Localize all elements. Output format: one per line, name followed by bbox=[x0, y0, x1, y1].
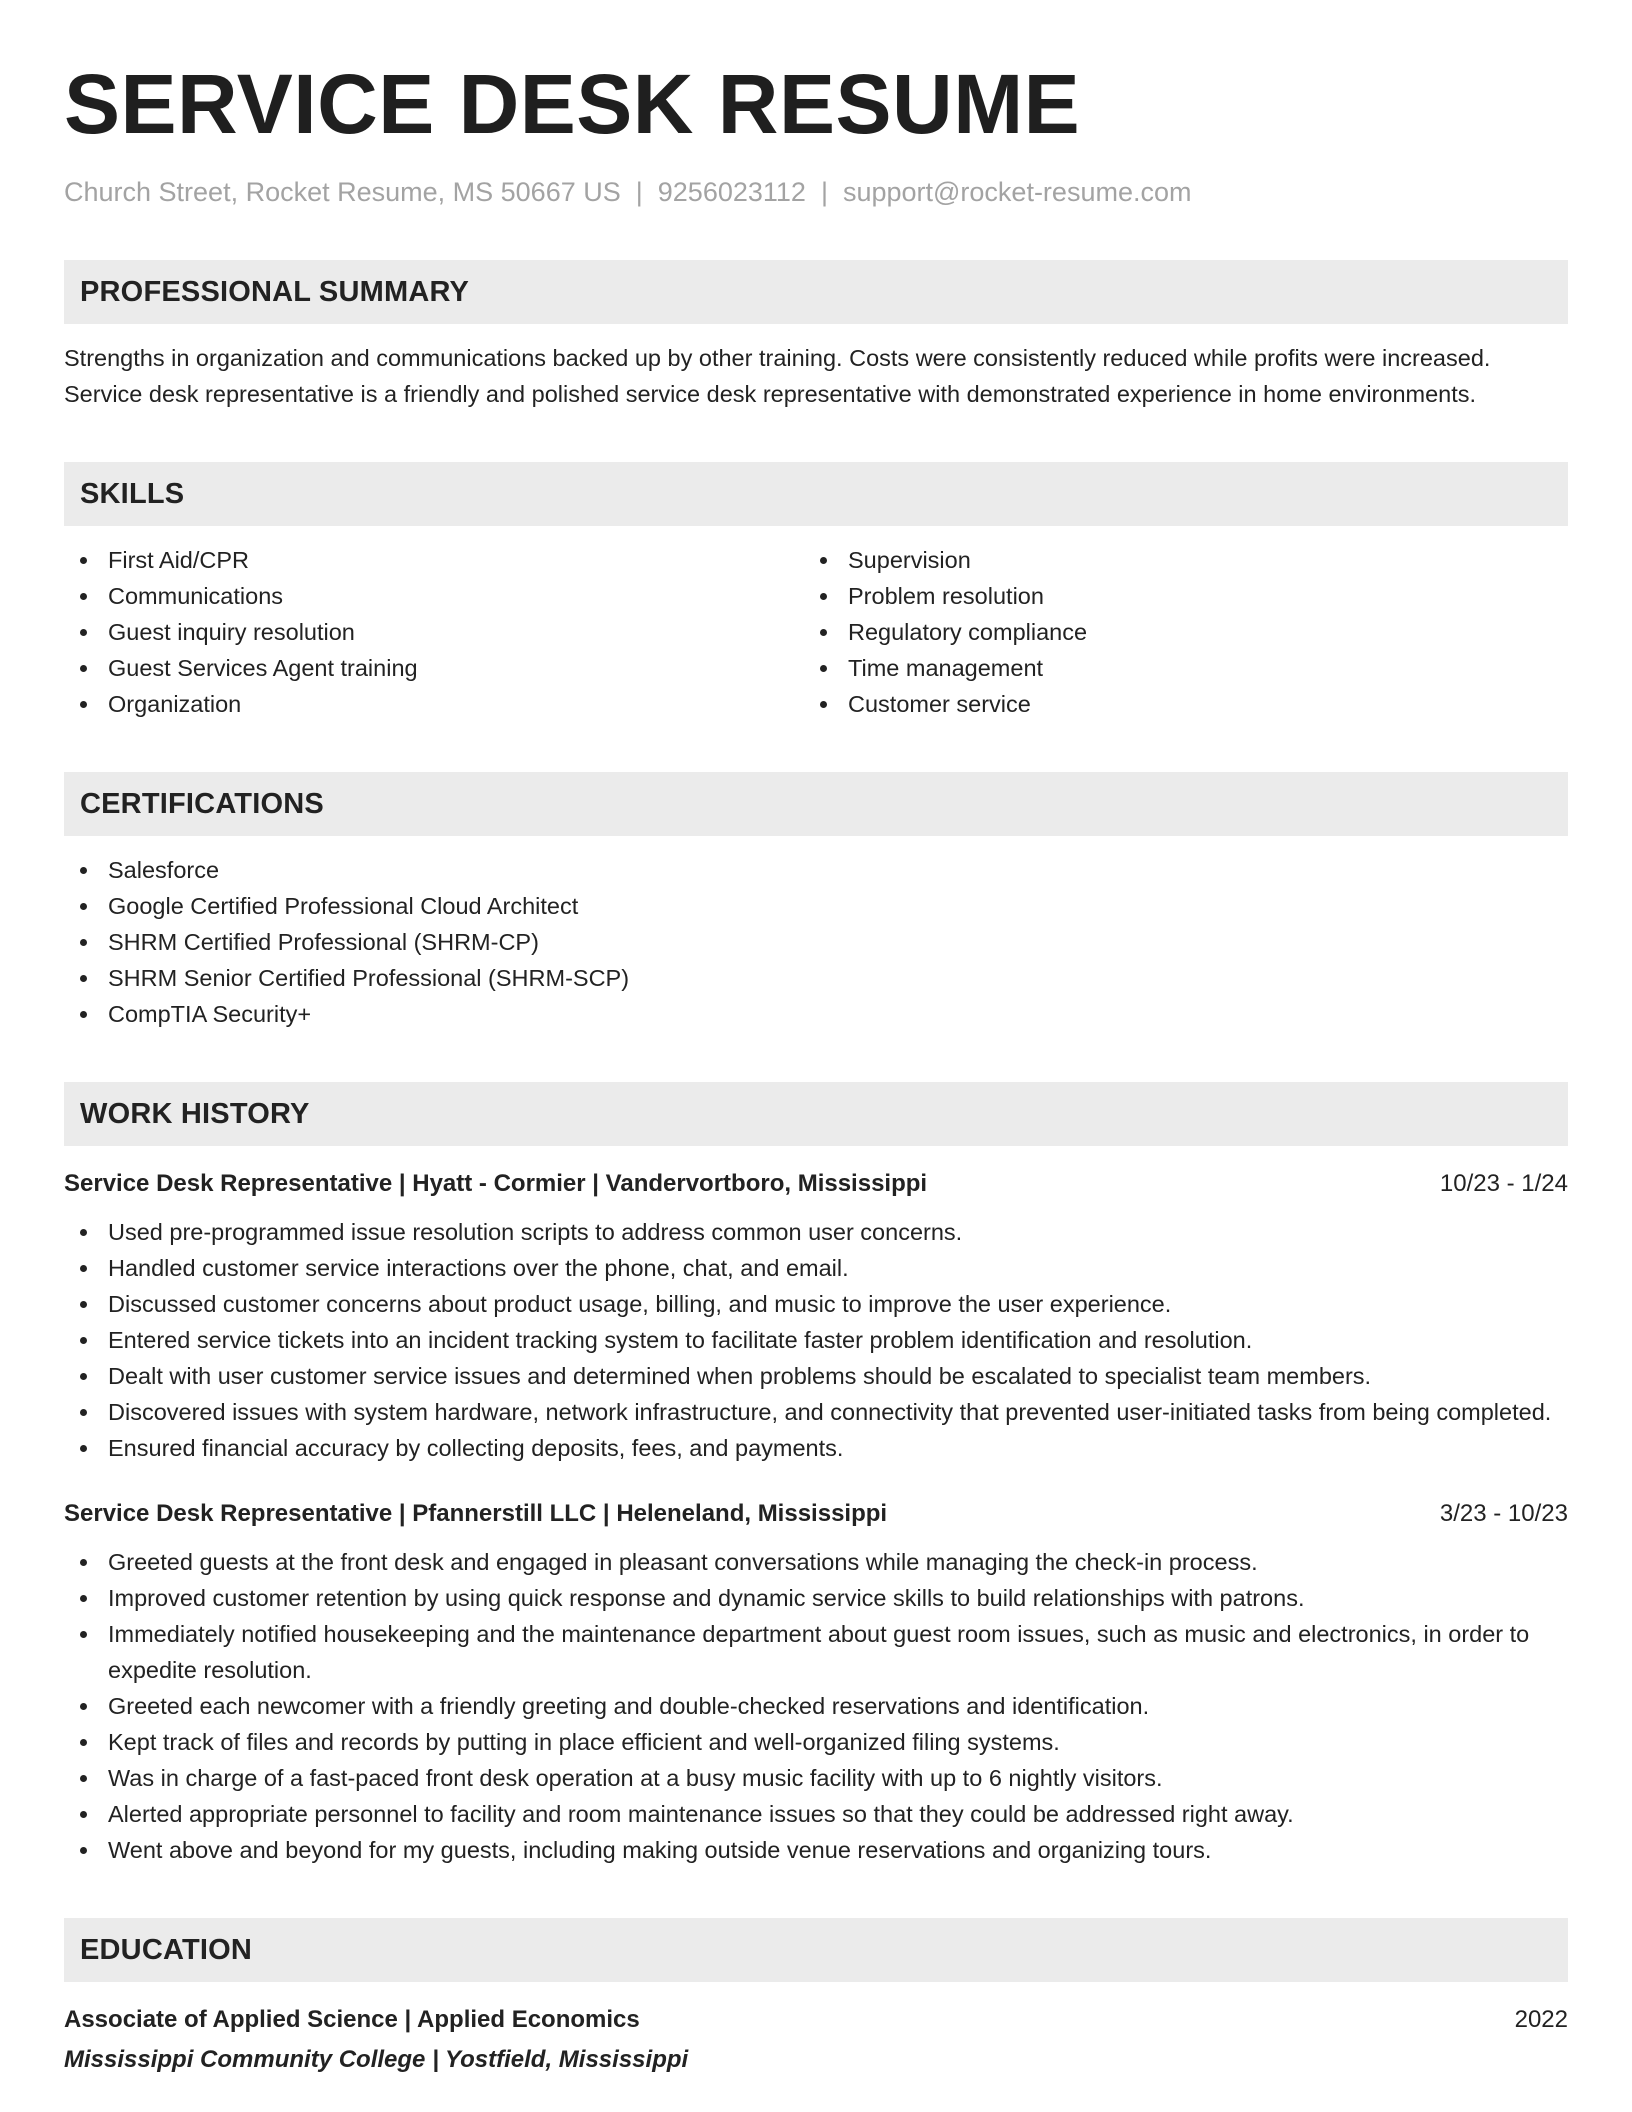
skill-item: Guest Services Agent training bbox=[64, 650, 804, 686]
section-heading: PROFESSIONAL SUMMARY bbox=[80, 275, 470, 308]
section-heading: EDUCATION bbox=[80, 1933, 253, 1966]
job-duty: Immediately notified housekeeping and the maintenance department about guest room issues, such as music and electronics, in order to expedite resolution. bbox=[64, 1616, 1568, 1688]
contact-email: support@rocket-resume.com bbox=[842, 177, 1192, 207]
certification-item: SHRM Certified Professional (SHRM-CP) bbox=[64, 924, 1568, 960]
job-duty: Ensured financial accuracy by collecting deposits, fees, and payments. bbox=[64, 1430, 1568, 1466]
job-duty: Entered service tickets into an incident tracking system to facilitate faster problem identification and resolution. bbox=[64, 1322, 1568, 1358]
contact-line bbox=[64, 174, 1568, 210]
job-duty: Discussed customer concerns about product usage, billing, and music to improve the user experience. bbox=[64, 1286, 1568, 1322]
job-duty: Dealt with user customer service issues and determined when problems should be escalated to specialist team members. bbox=[64, 1358, 1568, 1394]
education-school: Mississippi Community College | Yostfield, Mississippi bbox=[64, 2046, 689, 2073]
job-duty: Improved customer retention by using quick response and dynamic service skills to build relationships with patrons. bbox=[64, 1580, 1568, 1616]
job-dates: 3/23 - 10/23 bbox=[1439, 1500, 1568, 1527]
skill-item: Organization bbox=[64, 686, 804, 722]
contact-separator: | bbox=[820, 177, 828, 207]
job-title: Service Desk Representative | Hyatt - Cormier | Vandervortboro, Mississippi bbox=[64, 1170, 928, 1197]
skill-item: Time management bbox=[804, 650, 1544, 686]
certification-item: Salesforce bbox=[64, 852, 1568, 888]
section-header-work-history bbox=[64, 1082, 1568, 1146]
job-duty: Alerted appropriate personnel to facility and room maintenance issues so that they could be addressed right away. bbox=[64, 1796, 1568, 1832]
job-duty: Was in charge of a fast-paced front desk operation at a busy music facility with up to 6 nightly visitors. bbox=[64, 1760, 1568, 1796]
job-duties-list bbox=[64, 1544, 1568, 1868]
job-duty: Greeted each newcomer with a friendly greeting and double-checked reservations and identification. bbox=[64, 1688, 1568, 1724]
job-duty: Used pre-programmed issue resolution scripts to address common user concerns. bbox=[64, 1214, 1568, 1250]
education-year: 2022 bbox=[1514, 2006, 1568, 2033]
section-header-summary bbox=[64, 260, 1568, 324]
job-header bbox=[64, 1166, 1568, 1202]
skills-list-left bbox=[64, 542, 804, 722]
skills-list-right bbox=[804, 542, 1544, 722]
job-title: Service Desk Representative | Pfannerstill LLC | Heleneland, Mississippi bbox=[64, 1500, 888, 1527]
job-duty: Handled customer service interactions over the phone, chat, and email. bbox=[64, 1250, 1568, 1286]
skill-item: Problem resolution bbox=[804, 578, 1544, 614]
education-header bbox=[64, 2002, 1568, 2038]
section-header-skills bbox=[64, 462, 1568, 526]
certification-item: CompTIA Security+ bbox=[64, 996, 1568, 1032]
job-duty: Greeted guests at the front desk and engaged in pleasant conversations while managing the check-in process. bbox=[64, 1544, 1568, 1580]
skill-item: Regulatory compliance bbox=[804, 614, 1544, 650]
contact-separator: | bbox=[635, 177, 643, 207]
skill-item: Customer service bbox=[804, 686, 1544, 722]
section-heading: CERTIFICATIONS bbox=[80, 787, 324, 820]
job-dates: 10/23 - 1/24 bbox=[1439, 1170, 1568, 1197]
skills-grid bbox=[64, 526, 1568, 722]
section-heading: SKILLS bbox=[80, 477, 185, 510]
job-duty: Discovered issues with system hardware, network infrastructure, and connectivity that prevented user-initiated tasks from being completed. bbox=[64, 1394, 1568, 1430]
job-duties-list bbox=[64, 1214, 1568, 1466]
job-entry bbox=[64, 1496, 1568, 1868]
summary-text: Strengths in organization and communications backed up by other training. Costs were consistently reduced while profits were increased. Service desk representative is a friendly and polished service desk representative with demonstrated experience in home environments. bbox=[64, 345, 1491, 407]
contact-phone: 9256023112 bbox=[657, 177, 806, 207]
education-degree: Associate of Applied Science | Applied Economics bbox=[64, 2006, 640, 2033]
skill-item: First Aid/CPR bbox=[64, 542, 804, 578]
job-duty: Kept track of files and records by putting in place efficient and well-organized filing systems. bbox=[64, 1724, 1568, 1760]
skill-item: Supervision bbox=[804, 542, 1544, 578]
section-header-certifications bbox=[64, 772, 1568, 836]
contact-address: Church Street, Rocket Resume, MS 50667 US bbox=[64, 177, 621, 207]
job-entry bbox=[64, 1166, 1568, 1466]
certifications-list bbox=[64, 852, 1568, 1032]
section-header-education bbox=[64, 1918, 1568, 1982]
job-duty: Went above and beyond for my guests, including making outside venue reservations and organizing tours. bbox=[64, 1832, 1568, 1868]
section-heading: WORK HISTORY bbox=[80, 1097, 310, 1130]
certification-item: Google Certified Professional Cloud Architect bbox=[64, 888, 1568, 924]
skill-item: Guest inquiry resolution bbox=[64, 614, 804, 650]
certification-item: SHRM Senior Certified Professional (SHRM-SCP) bbox=[64, 960, 1568, 996]
resume-title: SERVICE DESK RESUME bbox=[64, 57, 1081, 151]
skill-item: Communications bbox=[64, 578, 804, 614]
job-header bbox=[64, 1496, 1568, 1532]
